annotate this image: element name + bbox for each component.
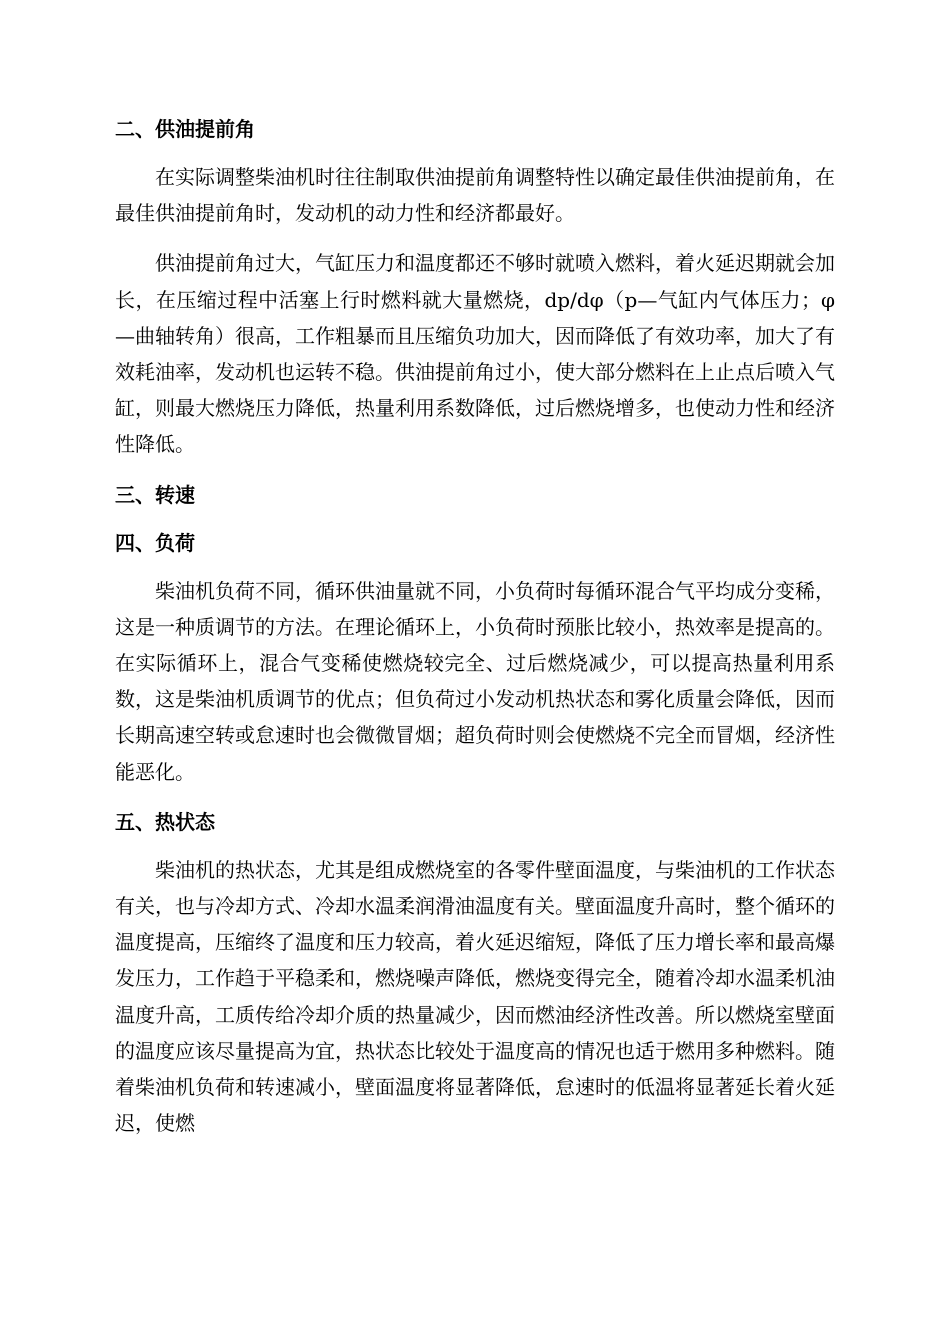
document-body xyxy=(115,111,835,1155)
paragraph-thermal-state-1: 柴油机的热状态，尤其是组成燃烧室的各零件壁面温度，与柴油机的工作状态有关，也与冷却方式、冷却水温柔润滑油温度有关。壁面温度升高时，整个循环的温度提高，压缩终了温度和压力较高，着火延迟缩短，降低了压力增长率和最高爆发压力，工作趋于平稳柔和，燃烧噪声降低，燃烧变得完全，随着冷却水温柔机油温度升高，工质传给冷却介质的热量减少，因而燃油经济性改善。所以燃烧室壁面的温度应该尽量提高为宜，热状态比较处于温度高的情况也适于燃用多种燃料。随着柴油机负荷和转速减小，壁面温度将显著降低，怠速时的低温将显著延长着火延迟，使燃 xyxy=(115,857,835,1136)
section-heading-thermal-state: 五、热状态 xyxy=(115,809,215,834)
section-heading-load: 四、负荷 xyxy=(115,530,195,555)
paragraph-injection-advance-1: 在实际调整柴油机时往往制取供油提前角调整特性以确定最佳供油提前角，在最佳供油提前角时，发动机的动力性和经济都最好。 xyxy=(115,165,835,226)
paragraph-injection-advance-2: 供油提前角过大，气缸压力和温度都还不够时就喷入燃料，着火延迟期就会加长，在压缩过程中活塞上行时燃料就大量燃烧，dp/dφ（p—气缸内气体压力；φ—曲轴转角）很高，工作粗暴而且压缩负功加大，因而降低了有效功率，加大了有效耗油率，发动机也运转不稳。供油提前角过小，使大部分燃料在上止点后喷入气缸，则最大燃烧压力降低，热量利用系数降低，过后燃烧增多，也使动力性和经济性降低。 xyxy=(115,251,835,457)
section-heading-injection-advance: 二、供油提前角 xyxy=(115,117,255,141)
paragraph-load-1: 柴油机负荷不同，循环供油量就不同，小负荷时每循环混合气平均成分变稀，这是一种质调节的方法。在理论循环上，小负荷时预胀比较小，热效率是提高的。在实际循环上，混合气变稀使燃烧较完全、过后燃烧减少，可以提高热量利用系数，这是柴油机质调节的优点；但负荷过小发动机热状态和雾化质量会降低，因而长期高速空转或怠速时也会微微冒烟；超负荷时则会使燃烧不完全而冒烟，经济性能恶化。 xyxy=(115,578,835,784)
section-heading-speed: 三、转速 xyxy=(115,482,195,507)
